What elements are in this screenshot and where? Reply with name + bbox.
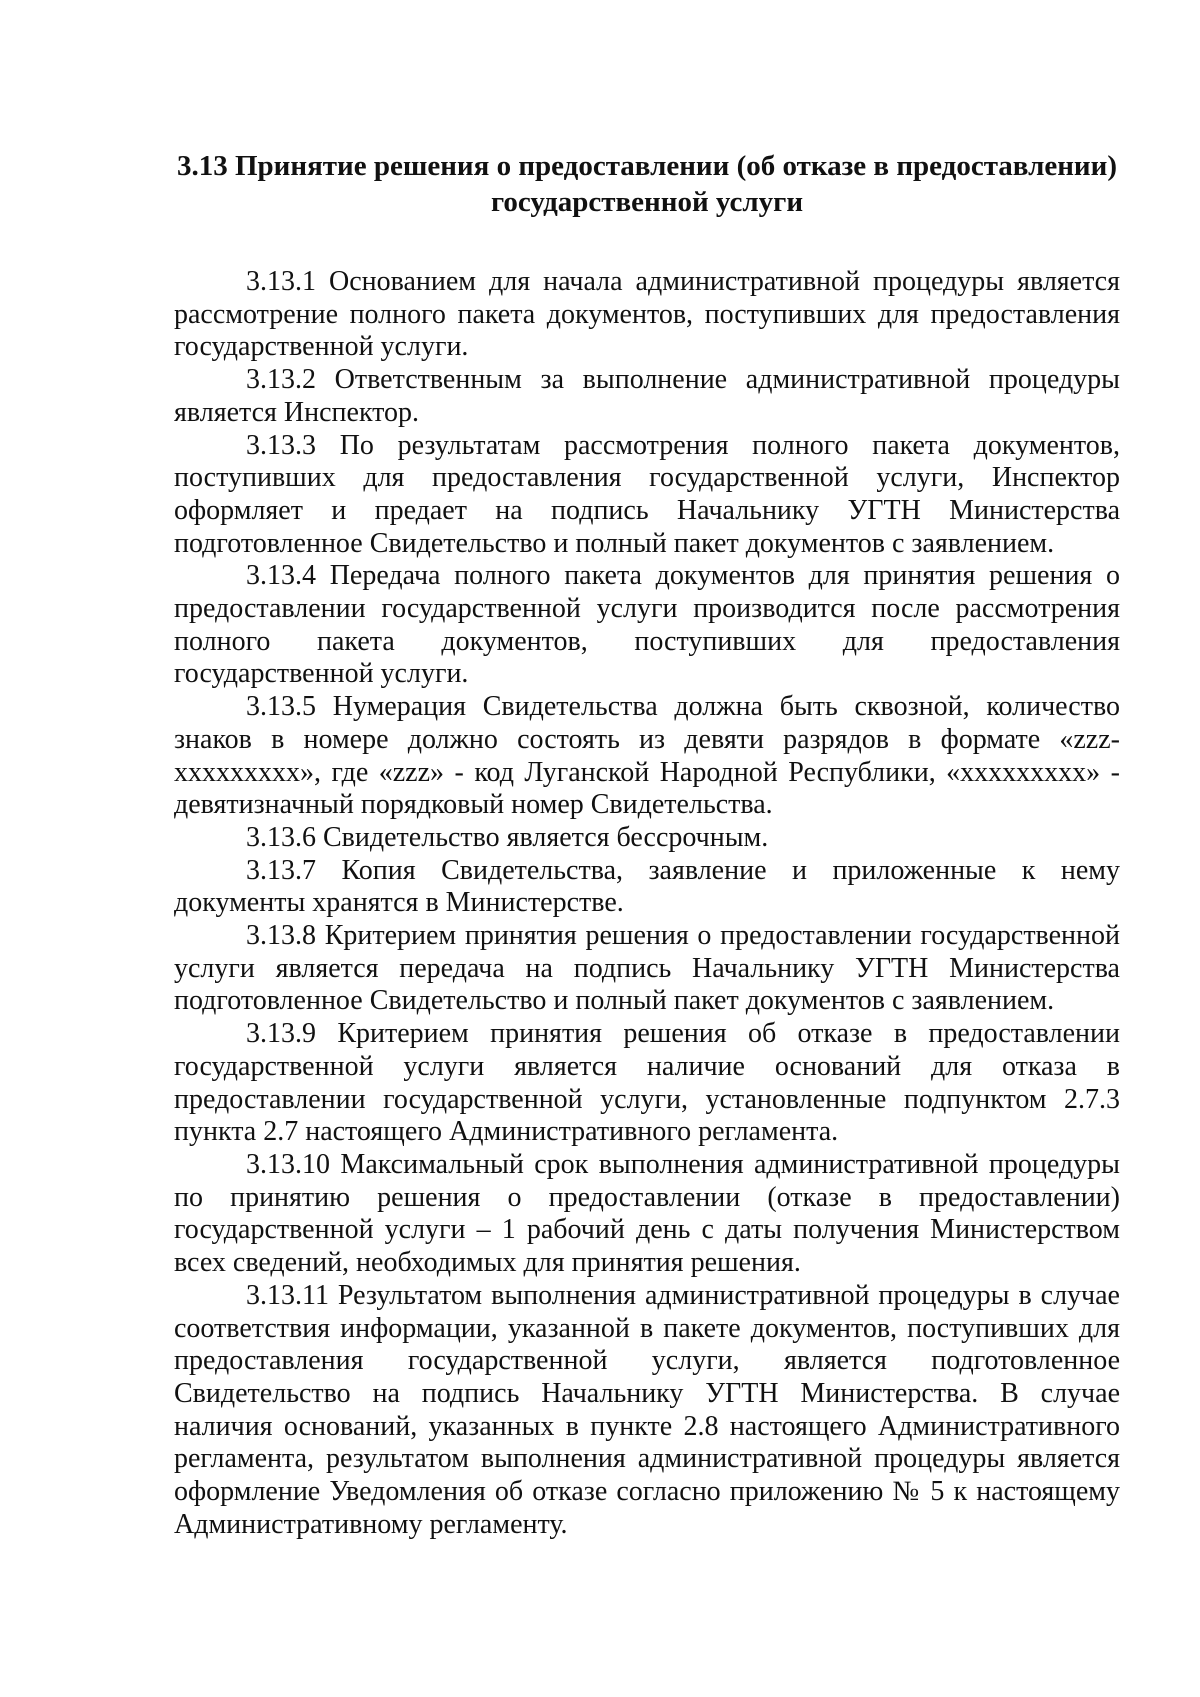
paragraph-3-13-2: 3.13.2 Ответственным за выполнение административной процедуры является Инспектор.: [174, 364, 1120, 428]
paragraph-3-13-3: 3.13.3 По результатам рассмотрения полного пакета документов, поступивших для предоставления государственной услуги, Инспектор оформляет и предает на подпись Начальнику УГТН Министерства подготовленное Свидетельство и полный пакет документов с заявлением.: [174, 429, 1120, 559]
paragraph-3-13-7: 3.13.7 Копия Свидетельства, заявление и приложенные к нему документы хранятся в Министерстве.: [174, 854, 1120, 919]
document-body: [174, 148, 1120, 1541]
paragraph-3-13-1: 3.13.1 Основанием для начала административной процедуры является рассмотрение полного пакета документов, поступивших для предоставления государственной услуги.: [174, 266, 1120, 363]
paragraph-3-13-8: 3.13.8 Критерием принятия решения о предоставлении государственной услуги является передача на подпись Начальнику УГТН Министерства подготовленное Свидетельство и полный пакет документов с заявлением.: [174, 920, 1120, 1017]
paragraph-3-13-9: 3.13.9 Критерием принятия решения об отказе в предоставлении государственной услуги является наличие оснований для отказа в предоставлении государственной услуги, установленные подпунктом 2.7.3 пункта 2.7 настоящего Административного регламента.: [174, 1018, 1120, 1148]
section-title-line-1: 3.13 Принятие решения о предоставлении (об отказе в предоставлении): [177, 150, 1117, 182]
section-title: [174, 148, 1120, 220]
paragraph-3-13-11: 3.13.11 Результатом выполнения административной процедуры в случае соответствия информации, указанной в пакете документов, поступивших для предоставления государственной услуги, является подготовленное Свидетельство на подпись Начальнику УГТН Министерства. В случае наличия оснований, указанных в пункте 2.8 настоящего Административного регламента, результатом выполнения административной процедуры является оформление Уведомления об отказе согласно приложению № 5 к настоящему Административному регламенту.: [174, 1279, 1120, 1540]
paragraph-3-13-5: 3.13.5 Нумерация Свидетельства должна быть сквозной, количество знаков в номере должно состоять из девяти разрядов в формате «zzz-xxxxxxxxx», где «zzz» - код Луганской Народной Республики, «xxxxxxxxx» - девятизначный порядковый номер Свидетельства.: [174, 691, 1120, 821]
paragraph-3-13-10: 3.13.10 Максимальный срок выполнения административной процедуры по принятию решения о предоставлении (отказе в предоставлении) государственной услуги – 1 рабочий день с даты получения Министерством всех сведений, необходимых для принятия решения.: [174, 1148, 1120, 1279]
section-title-line-2: государственной услуги: [490, 186, 804, 218]
paragraph-3-13-6: 3.13.6 Свидетельство является бессрочным.: [246, 821, 769, 853]
paragraph-3-13-4: 3.13.4 Передача полного пакета документов для принятия решения о предоставлении государственной услуги производится после рассмотрения полного пакета документов, поступивших для предоставления государственной услуги.: [174, 560, 1120, 690]
